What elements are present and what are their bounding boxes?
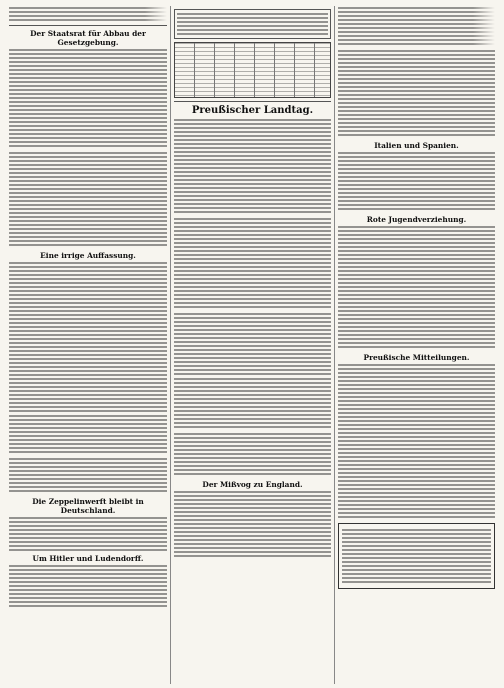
text-block [9, 7, 167, 23]
exchange-table [174, 42, 331, 98]
headline: Der Staatsrat für Abbau der Gesetzgebung. [30, 29, 146, 47]
column-right [334, 6, 498, 684]
text-block [9, 517, 167, 551]
headline: Italien und Spanien. [374, 141, 459, 150]
text-block [9, 458, 167, 494]
headline: Rote Jugendverziehung. [366, 215, 467, 224]
text-block [338, 50, 495, 138]
column-left [6, 6, 170, 684]
text-block [9, 152, 167, 248]
text-block [177, 13, 328, 35]
column-middle [170, 6, 334, 684]
headline: Um Hitler und Ludendorff. [32, 554, 144, 563]
text-block [9, 262, 167, 412]
text-block [9, 49, 167, 149]
headline: Preußischer Landtag. [191, 105, 314, 116]
headline: Eine irrige Auffassung. [40, 251, 136, 260]
text-block [338, 364, 495, 520]
text-block [9, 565, 167, 609]
text-block [174, 433, 331, 477]
text-block [174, 119, 331, 215]
text-block [9, 415, 167, 455]
notice-box [338, 523, 495, 589]
text-block [338, 226, 495, 350]
price-box [174, 9, 331, 39]
text-block [338, 152, 495, 212]
text-block [174, 378, 331, 430]
headline: Preußische Mitteilungen. [363, 353, 470, 362]
text-block [174, 218, 331, 310]
headline: Die Zeppelinwerft bleibt in Deutschland. [32, 497, 144, 515]
divider [9, 25, 167, 26]
text-block [174, 313, 331, 375]
headline: Der Mißvog zu England. [202, 480, 303, 489]
text-block [342, 529, 491, 585]
text-block [174, 491, 331, 559]
divider [174, 101, 331, 102]
text-block [338, 7, 495, 47]
